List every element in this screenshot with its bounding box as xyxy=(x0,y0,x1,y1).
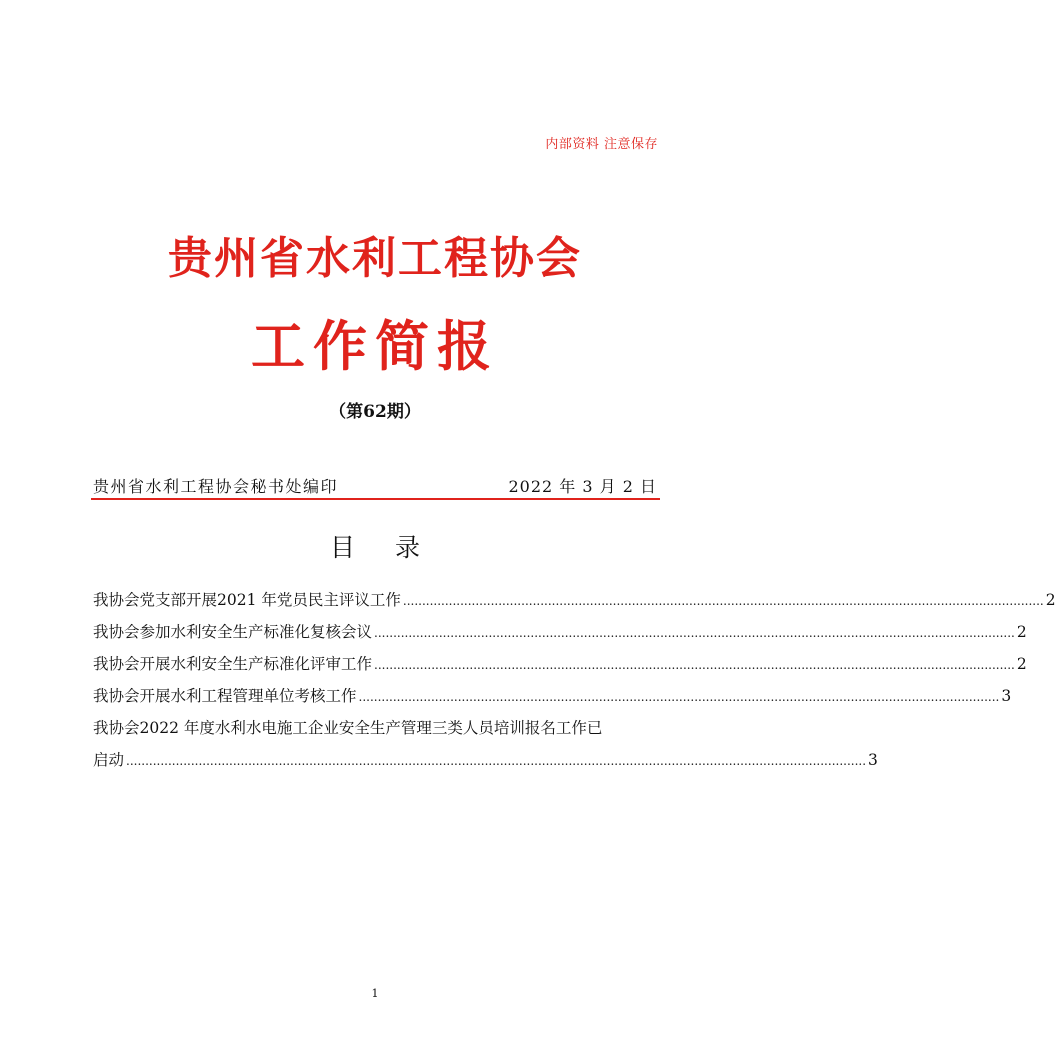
publication-date: 2022 年 3 月 2 日 xyxy=(508,477,657,496)
toc-item-page: 2 xyxy=(1016,655,1027,673)
publisher: 贵州省水利工程协会秘书处编印 xyxy=(93,477,339,496)
toc-item[interactable] xyxy=(93,652,1027,684)
toc-item-title: 我协会开展水利工程管理单位考核工作 xyxy=(93,687,357,705)
toc-item-page: 3 xyxy=(868,751,878,769)
toc-leader: ........................................................................................................................................................................ xyxy=(374,658,1015,672)
toc-item-page: 2 xyxy=(1045,591,1056,609)
toc-item[interactable] xyxy=(93,588,1056,620)
toc-item-page: 3 xyxy=(1001,687,1012,705)
bulletin-title: 工作简报 xyxy=(251,314,499,378)
toc-item-page: 2 xyxy=(1016,623,1027,641)
issue-number: （第62期） xyxy=(329,402,421,422)
table-of-contents xyxy=(93,588,1056,780)
toc-item-title-line2: 启动 xyxy=(93,751,125,769)
page-number: 1 xyxy=(371,987,379,1000)
toc-item-title: 我协会参加水利安全生产标准化复核会议 xyxy=(93,623,373,641)
toc-leader: ........................................................................................................................................................................ xyxy=(358,690,1000,704)
toc-leader: .................................................................................................................................................................................................. xyxy=(126,754,867,768)
organization-title: 贵州省水利工程协会 xyxy=(168,233,582,284)
toc-leader: ........................................................................................................................................................................ xyxy=(402,594,1044,608)
toc-item[interactable] xyxy=(93,684,1012,716)
toc-heading: 目录 xyxy=(329,533,460,562)
toc-item-title: 我协会开展水利安全生产标准化评审工作 xyxy=(93,655,373,673)
toc-leader: ........................................................................................................................................................................ xyxy=(374,626,1015,640)
internal-note: 内部资料 注意保存 xyxy=(545,137,658,152)
toc-item[interactable] xyxy=(93,620,1027,652)
toc-item-title: 我协会党支部开展2021 年党员民主评议工作 xyxy=(93,591,401,609)
toc-item-title-line1[interactable]: 我协会2022 年度水利水电施工企业安全生产管理三类人员培训报名工作已 xyxy=(93,719,603,737)
toc-item[interactable] xyxy=(93,748,878,780)
header-divider xyxy=(91,498,660,500)
